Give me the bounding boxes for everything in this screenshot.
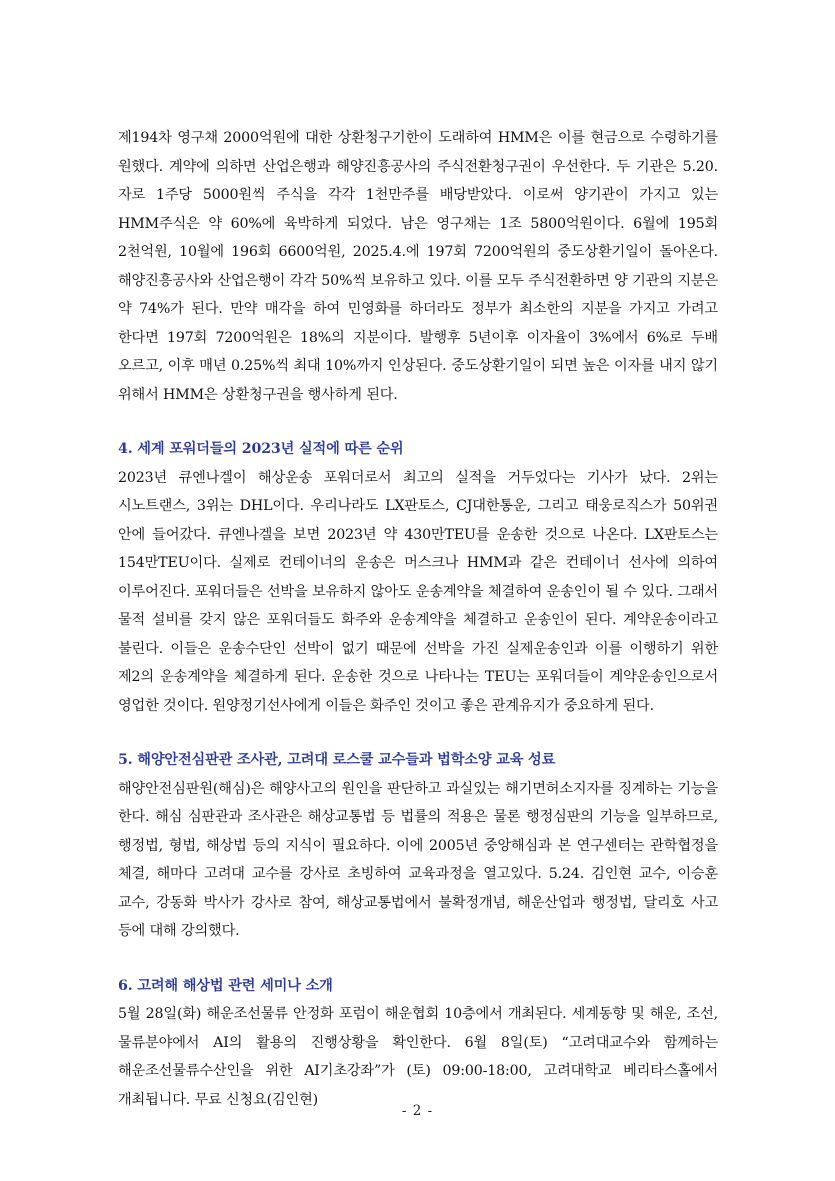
section-4-body: 2023년 큐엔나겔이 해상운송 포워더로서 최고의 실적을 거두었다는 기사가 났다. 2위는 시노트랜스, 3위는 DHL이다. 우리나라도 LX판토스, CJ대한통운, 그리고 태웅로직스가 50위권 안에 들어갔다. 큐엔나겔을 보면 2023년 약 430만TEU를 운송한 것으로 나온다. LX판토스는 154만TEU이다. 실제로 컨테이너의 운송은 머스크나 HMM과 같은 컨테이너 선사에 의하여 이루어진다. 포워더들은 선박을 보유하지 않아도 운송계약을 체결하여 운송인이 될 수 있다. 그래서 물적 설비를 갖지 않은 포워더들도 화주와 운송계약을 체결하고 운송인이 된다. 계약운송이라고 불린다. 이들은 운송수단인 선박이 없기 때문에 선박을 가진 실제운송인과 이를 이행하기 위한 제2의 운송계약을 체결하게 된다. 운송한 것으로 나타나는 TEU는 포워더들이 계약운송인으로서 영업한 것이다. 원양정기선사에게 이들은 화주인 것이고 좋은 관계유지가 중요하게 된다. bbox=[118, 469, 718, 714]
section-6-title: 6. 고려해 해상법 관련 세미나 소개 bbox=[118, 977, 333, 994]
page-number: - 2 - bbox=[401, 1103, 434, 1119]
section-5-body: 해양안전심판원(해심)은 해양사고의 원인을 판단하고 과실있는 해기면허소지자를 징계하는 기능을 한다. 해심 심판관과 조사관은 해상교통법 등 법률의 적용은 물론 행정심판의 기능을 일부하므로, 행정법, 형법, 해상법 등의 지식이 필요하다. 이에 2005년 중앙해심과 본 연구센터는 관학협정을 체결, 해마다 고려대 교수를 강사로 초빙하여 교육과정을 열고있다. 5.24. 김인현 교수, 이승훈 교수, 강동화 박사가 강사로 참여, 해상교통법에서 불확정개념, 해운산업과 행정법, 달리호 사고 등에 대해 강의했다. bbox=[118, 780, 718, 939]
section-6-body: 5월 28일(화) 해운조선물류 안정화 포럼이 해운협회 10층에서 개최된다. 세계동향 및 해운, 조선, 물류분야에서 AI의 활용의 진행상황을 확인한다. 6월 8일(토) “고려대교수와 함께하는 해운조선물류수산인을 위한 AI기초강좌”가 (토) 09:00-18:00, 고려대학교 베리타스홀에서 개최됩니다. 무료 신청요(김인현) bbox=[118, 1006, 718, 1108]
section-4-title: 4. 세계 포워더들의 2023년 실적에 따른 순위 bbox=[118, 441, 404, 457]
page-content bbox=[118, 124, 718, 1114]
intro-paragraph: 제194차 영구채 2000억원에 대한 상환청구기한이 도래하여 HMM은 이를 현금으로 수령하기를 원했다. 계약에 의하면 산업은행과 해양진흥공사의 주식전환청구권이 우선한다. 두 기관은 5.20.자로 1주당 5000원씩 주식을 각각 1천만주를 배당받았다. 이로써 양기관이 가지고 있는 HMM주식은 약 60%에 육박하게 되었다. 남은 영구채는 1조 5800억원이다. 6월에 195회 2천억원, 10월에 196회 6600억원, 2025.4.에 197회 7200억원의 중도상환기일이 돌아온다. 해양진흥공사와 산업은행이 각각 50%씩 보유하고 있다. 이를 모두 주식전환하면 양 기관의 지분은 약 74%가 된다. 만약 매각을 하여 민영화를 하더라도 정부가 최소한의 지분을 가지고 가려고 한다면 197회 7200억원은 18%의 지분이다. 발행후 5년이후 이자율이 3%에서 6%로 두배 오르고, 이후 매년 0.25%씩 최대 10%까지 인상된다. 중도상환기일이 되면 높은 이자를 내지 않기 위해서 HMM은 상환청구권을 행사하게 된다. bbox=[118, 130, 718, 403]
section-5-title: 5. 해양안전심판관 조사관, 고려대 로스쿨 교수들과 법학소양 교육 성료 bbox=[118, 752, 556, 768]
